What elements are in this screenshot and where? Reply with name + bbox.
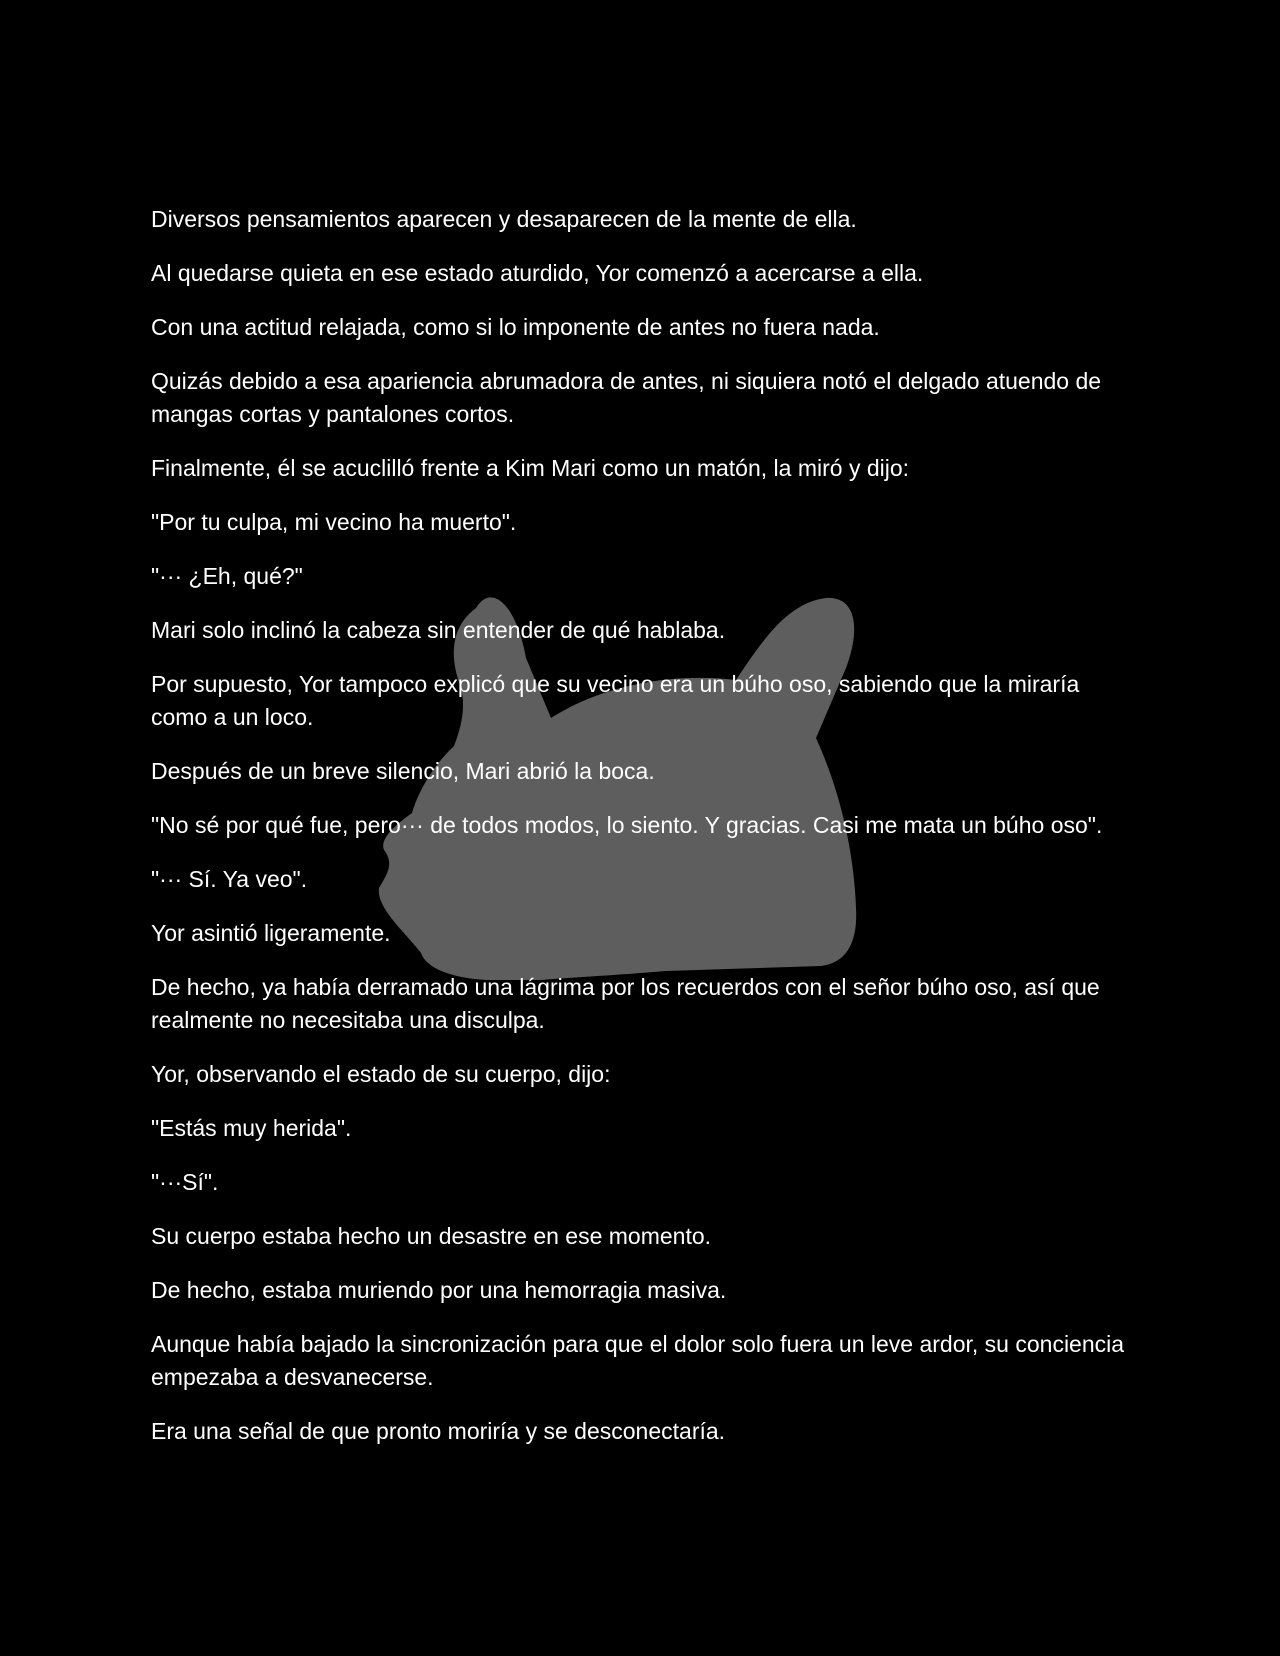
paragraph: Por supuesto, Yor tampoco explicó que su vecino era un búho oso, sabiendo que la miraría como a un loco. <box>151 671 1080 730</box>
paragraph: Su cuerpo estaba hecho un desastre en ese momento. <box>151 1223 712 1249</box>
paragraph: "··· Sí. Ya veo". <box>151 866 308 892</box>
paragraph: "··· ¿Eh, qué?" <box>151 563 303 589</box>
paragraph: Yor asintió ligeramente. <box>151 920 391 946</box>
paragraph: Al quedarse quieta en ese estado aturdido, Yor comenzó a acercarse a ella. <box>151 260 924 286</box>
paragraph: Era una señal de que pronto moriría y se desconectaría. <box>151 1418 726 1444</box>
paragraph: "···Sí". <box>151 1169 219 1195</box>
paragraph: Diversos pensamientos aparecen y desaparecen de la mente de ella. <box>151 206 857 232</box>
paragraph: De hecho, ya había derramado una lágrima por los recuerdos con el señor búho oso, así que realmente no necesitaba una disculpa. <box>151 974 1100 1033</box>
story-text <box>151 203 1141 1469</box>
paragraph: "Por tu culpa, mi vecino ha muerto". <box>151 509 517 535</box>
paragraph: Después de un breve silencio, Mari abrió la boca. <box>151 758 655 784</box>
paragraph: "Estás muy herida". <box>151 1115 352 1141</box>
paragraph: Finalmente, él se acuclilló frente a Kim Mari como un matón, la miró y dijo: <box>151 455 910 481</box>
paragraph: Con una actitud relajada, como si lo imponente de antes no fuera nada. <box>151 314 880 340</box>
paragraph: Mari solo inclinó la cabeza sin entender de qué hablaba. <box>151 617 726 643</box>
paragraph: Quizás debido a esa apariencia abrumadora de antes, ni siquiera notó el delgado atuendo de mangas cortas y pantalones cortos. <box>151 368 1102 427</box>
paragraph: Yor, observando el estado de su cuerpo, dijo: <box>151 1061 611 1087</box>
paragraph: "No sé por qué fue, pero··· de todos modos, lo siento. Y gracias. Casi me mata un búho oso". <box>151 812 1103 838</box>
paragraph: De hecho, estaba muriendo por una hemorragia masiva. <box>151 1277 727 1303</box>
paragraph: Aunque había bajado la sincronización para que el dolor solo fuera un leve ardor, su conciencia empezaba a desvanecerse. <box>151 1331 1125 1390</box>
